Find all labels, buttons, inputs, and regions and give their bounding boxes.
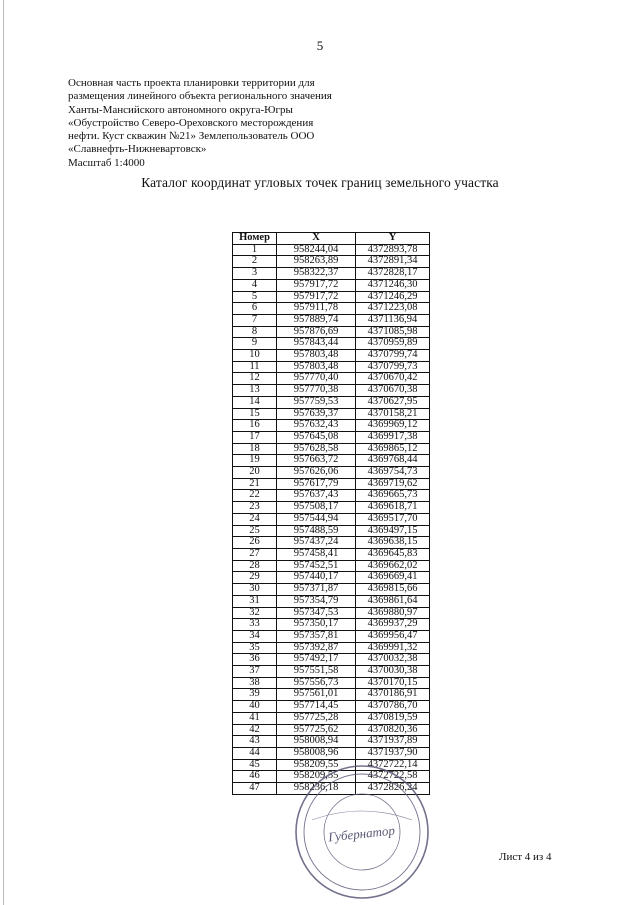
y-coordinate-cell: 4370799,73	[356, 361, 430, 373]
point-number-cell: 7	[233, 314, 277, 326]
x-coordinate-cell: 957725,28	[277, 712, 356, 724]
x-coordinate-cell: 957843,44	[277, 338, 356, 350]
y-coordinate-cell: 4370786,70	[356, 701, 430, 713]
point-number-cell: 16	[233, 420, 277, 432]
table-row	[233, 548, 430, 560]
y-coordinate-cell: 4370819,59	[356, 712, 430, 724]
point-number-cell: 22	[233, 490, 277, 502]
y-coordinate-cell: 4369517,70	[356, 513, 430, 525]
table-row	[233, 689, 430, 701]
table-row	[233, 724, 430, 736]
table-row	[233, 361, 430, 373]
table-row	[233, 736, 430, 748]
y-coordinate-cell: 4370170,15	[356, 677, 430, 689]
header-line: Основная часть проекта планировки территории для	[68, 77, 315, 89]
table-row	[233, 373, 430, 385]
y-coordinate-cell: 4369618,71	[356, 502, 430, 514]
point-number-cell: 13	[233, 385, 277, 397]
point-number-cell: 12	[233, 373, 277, 385]
point-number-cell: 8	[233, 326, 277, 338]
point-number-cell: 40	[233, 701, 277, 713]
y-coordinate-cell: 4371085,98	[356, 326, 430, 338]
x-coordinate-cell: 958209,55	[277, 759, 356, 771]
table-row	[233, 350, 430, 362]
y-coordinate-cell: 4370820,36	[356, 724, 430, 736]
table-header-row	[233, 233, 430, 245]
x-coordinate-cell: 957714,45	[277, 701, 356, 713]
scale-label: Масштаб 1:4000	[68, 156, 145, 169]
point-number-cell: 33	[233, 619, 277, 631]
column-header-number: Номер	[233, 233, 277, 245]
point-number-cell: 32	[233, 607, 277, 619]
point-number-cell: 25	[233, 525, 277, 537]
table-row	[233, 642, 430, 654]
point-number-cell: 34	[233, 630, 277, 642]
y-coordinate-cell: 4369865,12	[356, 443, 430, 455]
x-coordinate-cell: 957639,37	[277, 408, 356, 420]
point-number-cell: 42	[233, 724, 277, 736]
x-coordinate-cell: 957628,58	[277, 443, 356, 455]
x-coordinate-cell: 957637,43	[277, 490, 356, 502]
x-coordinate-cell: 957458,41	[277, 548, 356, 560]
y-coordinate-cell: 4370959,89	[356, 338, 430, 350]
y-coordinate-cell: 4371246,29	[356, 291, 430, 303]
table-row	[233, 654, 430, 666]
x-coordinate-cell: 957440,17	[277, 572, 356, 584]
point-number-cell: 27	[233, 548, 277, 560]
x-coordinate-cell: 958209,55	[277, 771, 356, 783]
table-row	[233, 338, 430, 350]
point-number-cell: 14	[233, 396, 277, 408]
x-coordinate-cell: 957759,53	[277, 396, 356, 408]
point-number-cell: 43	[233, 736, 277, 748]
point-number-cell: 6	[233, 303, 277, 315]
table-row	[233, 244, 430, 256]
sheet-info: Лист 4 из 4	[499, 851, 552, 863]
point-number-cell: 41	[233, 712, 277, 724]
y-coordinate-cell: 4370670,38	[356, 385, 430, 397]
y-coordinate-cell: 4369917,38	[356, 431, 430, 443]
table-row	[233, 256, 430, 268]
table-row	[233, 747, 430, 759]
table-row	[233, 584, 430, 596]
x-coordinate-cell: 957452,51	[277, 560, 356, 572]
y-coordinate-cell: 4369937,29	[356, 619, 430, 631]
table-row	[233, 712, 430, 724]
x-coordinate-cell: 957645,08	[277, 431, 356, 443]
point-number-cell: 45	[233, 759, 277, 771]
column-header-x: X	[277, 233, 356, 245]
table-row	[233, 385, 430, 397]
point-number-cell: 15	[233, 408, 277, 420]
x-coordinate-cell: 957492,17	[277, 654, 356, 666]
y-coordinate-cell: 4372828,17	[356, 268, 430, 280]
x-coordinate-cell: 957350,17	[277, 619, 356, 631]
y-coordinate-cell: 4371223,08	[356, 303, 430, 315]
page-number: 5	[316, 38, 324, 53]
y-coordinate-cell: 4369665,73	[356, 490, 430, 502]
table-row	[233, 455, 430, 467]
y-coordinate-cell: 4371246,30	[356, 279, 430, 291]
table-row	[233, 314, 430, 326]
y-coordinate-cell: 4369991,32	[356, 642, 430, 654]
table-row	[233, 502, 430, 514]
document-header	[68, 77, 358, 170]
y-coordinate-cell: 4369880,97	[356, 607, 430, 619]
page-edge-line	[3, 0, 4, 905]
x-coordinate-cell: 957617,79	[277, 478, 356, 490]
x-coordinate-cell: 957556,73	[277, 677, 356, 689]
table-row	[233, 666, 430, 678]
x-coordinate-cell: 957663,72	[277, 455, 356, 467]
point-number-cell: 9	[233, 338, 277, 350]
x-coordinate-cell: 957917,72	[277, 279, 356, 291]
x-coordinate-cell: 957770,38	[277, 385, 356, 397]
point-number-cell: 18	[233, 443, 277, 455]
point-number-cell: 26	[233, 537, 277, 549]
table-row	[233, 268, 430, 280]
point-number-cell: 3	[233, 268, 277, 280]
y-coordinate-cell: 4369669,41	[356, 572, 430, 584]
y-coordinate-cell: 4370032,38	[356, 654, 430, 666]
point-number-cell: 37	[233, 666, 277, 678]
table-row	[233, 443, 430, 455]
point-number-cell: 36	[233, 654, 277, 666]
x-coordinate-cell: 957371,87	[277, 584, 356, 596]
point-number-cell: 24	[233, 513, 277, 525]
y-coordinate-cell: 4369956,47	[356, 630, 430, 642]
table-row	[233, 525, 430, 537]
y-coordinate-cell: 4372893,78	[356, 244, 430, 256]
x-coordinate-cell: 957725,62	[277, 724, 356, 736]
y-coordinate-cell: 4369497,15	[356, 525, 430, 537]
column-header-y: Y	[356, 233, 430, 245]
table-row	[233, 467, 430, 479]
x-coordinate-cell: 958008,96	[277, 747, 356, 759]
x-coordinate-cell: 957508,17	[277, 502, 356, 514]
point-number-cell: 19	[233, 455, 277, 467]
catalog-title: Каталог координат угловых точек границ земельного участка	[141, 175, 499, 190]
point-number-cell: 21	[233, 478, 277, 490]
table-row	[233, 291, 430, 303]
table-row	[233, 677, 430, 689]
y-coordinate-cell: 4372722,58	[356, 771, 430, 783]
coordinates-table	[232, 232, 430, 795]
point-number-cell: 17	[233, 431, 277, 443]
x-coordinate-cell: 958008,94	[277, 736, 356, 748]
x-coordinate-cell: 957488,59	[277, 525, 356, 537]
x-coordinate-cell: 957347,53	[277, 607, 356, 619]
table-row	[233, 396, 430, 408]
table-row	[233, 595, 430, 607]
x-coordinate-cell: 957889,74	[277, 314, 356, 326]
point-number-cell: 38	[233, 677, 277, 689]
x-coordinate-cell: 957876,69	[277, 326, 356, 338]
x-coordinate-cell: 957803,48	[277, 361, 356, 373]
y-coordinate-cell: 4369754,73	[356, 467, 430, 479]
table-row	[233, 431, 430, 443]
y-coordinate-cell: 4370799,74	[356, 350, 430, 362]
table-row	[233, 490, 430, 502]
table-body	[233, 244, 430, 794]
official-seal-stamp	[292, 762, 432, 902]
point-number-cell: 23	[233, 502, 277, 514]
x-coordinate-cell: 957437,24	[277, 537, 356, 549]
table-row	[233, 478, 430, 490]
y-coordinate-cell: 4371937,89	[356, 736, 430, 748]
x-coordinate-cell: 957392,87	[277, 642, 356, 654]
y-coordinate-cell: 4370158,21	[356, 408, 430, 420]
table-row	[233, 303, 430, 315]
header-line: «Славнефть-Нижневартовск»	[68, 143, 207, 156]
point-number-cell: 11	[233, 361, 277, 373]
point-number-cell: 20	[233, 467, 277, 479]
x-coordinate-cell: 957632,43	[277, 420, 356, 432]
point-number-cell: 5	[233, 291, 277, 303]
x-coordinate-cell: 957626,06	[277, 467, 356, 479]
y-coordinate-cell: 4370186,91	[356, 689, 430, 701]
point-number-cell: 10	[233, 350, 277, 362]
y-coordinate-cell: 4369662,02	[356, 560, 430, 572]
point-number-cell: 28	[233, 560, 277, 572]
table-row	[233, 607, 430, 619]
table-row	[233, 279, 430, 291]
point-number-cell: 39	[233, 689, 277, 701]
x-coordinate-cell: 957544,94	[277, 513, 356, 525]
table-row	[233, 408, 430, 420]
y-coordinate-cell: 4369645,83	[356, 548, 430, 560]
table-row	[233, 619, 430, 631]
header-line: Ханты-Мансийского автономного округа-Югры	[68, 103, 293, 116]
x-coordinate-cell: 957551,58	[277, 666, 356, 678]
y-coordinate-cell: 4369861,64	[356, 595, 430, 607]
point-number-cell: 29	[233, 572, 277, 584]
table-row	[233, 537, 430, 549]
x-coordinate-cell: 958322,37	[277, 268, 356, 280]
y-coordinate-cell: 4371937,90	[356, 747, 430, 759]
table-row	[233, 326, 430, 338]
header-line: «Обустройство Северо-Ореховского месторождения	[68, 116, 314, 129]
point-number-cell: 31	[233, 595, 277, 607]
header-line: нефти. Куст скважин №21» Землепользователь ООО	[68, 130, 315, 143]
y-coordinate-cell: 4369719,62	[356, 478, 430, 490]
point-number-cell: 30	[233, 584, 277, 596]
y-coordinate-cell: 4372826,24	[356, 783, 430, 795]
y-coordinate-cell: 4369768,44	[356, 455, 430, 467]
x-coordinate-cell: 958236,18	[277, 783, 356, 795]
x-coordinate-cell: 957354,79	[277, 595, 356, 607]
point-number-cell: 2	[233, 256, 277, 268]
y-coordinate-cell: 4369815,66	[356, 584, 430, 596]
y-coordinate-cell: 4369969,12	[356, 420, 430, 432]
table-row	[233, 420, 430, 432]
table-row	[233, 572, 430, 584]
coordinates-table-wrapper	[232, 232, 430, 795]
y-coordinate-cell: 4372722,14	[356, 759, 430, 771]
y-coordinate-cell: 4370627,95	[356, 396, 430, 408]
x-coordinate-cell: 957911,78	[277, 303, 356, 315]
table-row	[233, 513, 430, 525]
y-coordinate-cell: 4370670,42	[356, 373, 430, 385]
x-coordinate-cell: 957770,40	[277, 373, 356, 385]
x-coordinate-cell: 957561,01	[277, 689, 356, 701]
x-coordinate-cell: 958263,89	[277, 256, 356, 268]
point-number-cell: 46	[233, 771, 277, 783]
point-number-cell: 4	[233, 279, 277, 291]
table-row	[233, 630, 430, 642]
x-coordinate-cell: 958244,04	[277, 244, 356, 256]
x-coordinate-cell: 957917,72	[277, 291, 356, 303]
y-coordinate-cell: 4371136,94	[356, 314, 430, 326]
x-coordinate-cell: 957803,48	[277, 350, 356, 362]
header-line: размещения линейного объекта регионального значения	[68, 90, 332, 103]
point-number-cell: 44	[233, 747, 277, 759]
y-coordinate-cell: 4372891,34	[356, 256, 430, 268]
point-number-cell: 47	[233, 783, 277, 795]
y-coordinate-cell: 4370030,38	[356, 666, 430, 678]
y-coordinate-cell: 4369638,15	[356, 537, 430, 549]
table-row	[233, 701, 430, 713]
table-row	[233, 560, 430, 572]
stamp-text: Губернатор	[327, 822, 396, 845]
point-number-cell: 35	[233, 642, 277, 654]
point-number-cell: 1	[233, 244, 277, 256]
x-coordinate-cell: 957357,81	[277, 630, 356, 642]
